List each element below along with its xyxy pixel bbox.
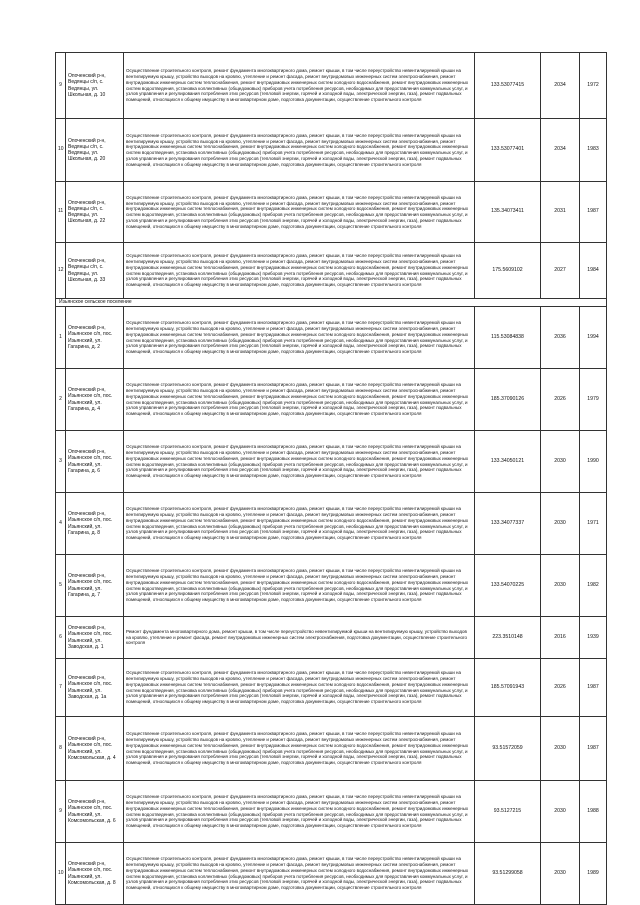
planned-year-cell: 2031 — [541, 182, 580, 243]
row-number: 10 — [56, 843, 66, 905]
row-number: 1 — [56, 307, 66, 369]
works-description-cell: Осуществление строительного контроля, ремонт фундамента многоквартирного дома, ремонт крыши, в том числе переустройство невентилируемой крыши на вентилируемую крышу, устройство выходов на кровлю, утепление и ремонт фасада, ремонт внутридомовых инженерных систем электроснабжения, ремонт внутридомовых инженерных систем теплоснабжения, ремонт внутридомовых инженерных систем холодного водоснабжения, ремонт внутридомовых инженерных систем водоотведения, установка коллективных (общедомовых) приборов учета потребления ресурсов, необходимых для предоставления коммунальных услуг, и узлов управления и регулирования потребления этих ресурсов (тепловой энергии, горячей и холодной воды, электрической энергии, газа), ремонт подвальных помещений, относящихся к общему имуществу в многоквартирном доме, подготовка документации, осуществление строительного контроля — [124, 781, 475, 843]
cost-cell: 135.34073411 — [475, 182, 541, 243]
built-year-cell: 1982 — [580, 555, 607, 617]
planned-year-cell: 2030 — [541, 781, 580, 843]
works-description-cell: Осуществление строительного контроля, ремонт фундамента многоквартирного дома, ремонт крыши, в том числе переустройство невентилируемой крыши на вентилируемую крышу, устройство выходов на кровлю, утепление и ремонт фасада, ремонт внутридомовых инженерных систем электроснабжения, ремонт внутридомовых инженерных систем теплоснабжения, ремонт внутридомовых инженерных систем холодного водоснабжения, ремонт внутридомовых инженерных систем водоотведения, установка коллективных (общедомовых) приборов учета потребления ресурсов, необходимых для предоставления коммунальных услуг, и узлов управления и регулирования потребления этих ресурсов (тепловой энергии, горячей и холодной воды, электрической энергии, газа), ремонт подвальных помещений, относящихся к общему имуществу в многоквартирном доме, подготовка документации, осуществление строительного контроля — [124, 717, 475, 781]
cost-cell: 93.51572059 — [475, 717, 541, 781]
row-number: 9 — [56, 781, 66, 843]
cost-cell: 133.53077401 — [475, 119, 541, 182]
works-description-cell: Осуществление строительного контроля, ремонт фундамента многоквартирного дома, ремонт крыши, в том числе переустройство невентилируемой крыши на вентилируемую крышу, устройство выходов на кровлю, утепление и ремонт фасада, ремонт внутридомовых инженерных систем электроснабжения, ремонт внутридомовых инженерных систем теплоснабжения, ремонт внутридомовых инженерных систем холодного водоснабжения, ремонт внутридомовых инженерных систем водоотведения, установка коллективных (общедомовых) приборов учета потребления ресурсов, необходимых для предоставления коммунальных услуг, и узлов управления и регулирования потребления этих ресурсов (тепловой энергии, горячей и холодной воды, электрической энергии, газа), ремонт подвальных помещений, относящихся к общему имуществу в многоквартирном доме, подготовка документации, осуществление строительного контроля — [124, 431, 475, 493]
row-number: 12 — [56, 243, 66, 299]
built-year-cell: 1987 — [580, 182, 607, 243]
cost-cell: 223.3510148 — [475, 617, 541, 659]
works-description-cell: Осуществление строительного контроля, ремонт фундамента многоквартирного дома, ремонт крыши, в том числе переустройство невентилируемой крыши на вентилируемую крышу, устройство выходов на кровлю, утепление и ремонт фасада, ремонт внутридомовых инженерных систем электроснабжения, ремонт внутридомовых инженерных систем теплоснабжения, ремонт внутридомовых инженерных систем холодного водоснабжения, ремонт внутридомовых инженерных систем водоотведения, установка коллективных (общедомовых) приборов учета потребления ресурсов, необходимых для предоставления коммунальных услуг, и узлов управления и регулирования потребления этих ресурсов (тепловой энергии, горячей и холодной воды, электрической энергии, газа), ремонт подвальных помещений, относящихся к общему имуществу в многоквартирном доме, подготовка документации, осуществление строительного контроля — [124, 555, 475, 617]
row-number: 10 — [56, 119, 66, 182]
works-description-cell: Ремонт фундамента многоквартирного дома, ремонт крыши, в том числе переустройство невентилируемой крыши на вентилируемую крышу, устройство выходов на кровлю, утепление и ремонт фасада, ремонт внутридомовых инженерных систем электроснабжения, подготовка документации, осуществление строительного контроля — [124, 617, 475, 659]
cost-cell: 93.51299058 — [475, 843, 541, 905]
table-row — [56, 431, 607, 493]
table-row — [56, 717, 607, 781]
works-description-cell: Осуществление строительного контроля, ремонт фундамента многоквартирного дома, ремонт крыши, в том числе переустройство невентилируемой крыши на вентилируемую крышу, устройство выходов на кровлю, утепление и ремонт фасада, ремонт внутридомовых инженерных систем электроснабжения, ремонт внутридомовых инженерных систем теплоснабжения, ремонт внутридомовых инженерных систем холодного водоснабжения, ремонт внутридомовых инженерных систем водоотведения, установка коллективных (общедомовых) приборов учета потребления ресурсов, необходимых для предоставления коммунальных услуг, и узлов управления и регулирования потребления этих ресурсов (тепловой энергии, горячей и холодной воды, электрической энергии, газа), ремонт подвальных помещений, относящихся к общему имуществу в многоквартирном доме, подготовка документации, осуществление строительного контроля — [124, 243, 475, 299]
row-number: 9 — [56, 53, 66, 119]
built-year-cell: 1989 — [580, 843, 607, 905]
cost-cell: 133.54070225 — [475, 555, 541, 617]
address-cell: Опоченский р-н, Изьянское с/п, пос. Изьянский, ул. Гагарина, д. 2 — [66, 307, 124, 369]
table-row — [56, 659, 607, 717]
cost-cell: 115.53084838 — [475, 307, 541, 369]
works-description-cell: Осуществление строительного контроля, ремонт фундамента многоквартирного дома, ремонт крыши, в том числе переустройство невентилируемой крыши на вентилируемую крышу, устройство выходов на кровлю, утепление и ремонт фасада, ремонт внутридомовых инженерных систем электроснабжения, ремонт внутридомовых инженерных систем теплоснабжения, ремонт внутридомовых инженерных систем холодного водоснабжения, ремонт внутридомовых инженерных систем водоотведения, установка коллективных (общедомовых) приборов учета потребления ресурсов, необходимых для предоставления коммунальных услуг, и узлов управления и регулирования потребления этих ресурсов (тепловой энергии, горячей и холодной воды, электрической энергии, газа), ремонт подвальных помещений, относящихся к общему имуществу в многоквартирном доме, подготовка документации, осуществление строительного контроля — [124, 493, 475, 555]
table-row — [56, 843, 607, 905]
row-number: 11 — [56, 182, 66, 243]
row-number: 6 — [56, 617, 66, 659]
works-description-cell: Осуществление строительного контроля, ремонт фундамента многоквартирного дома, ремонт крыши, в том числе переустройство невентилируемой крыши на вентилируемую крышу, устройство выходов на кровлю, утепление и ремонт фасада, ремонт внутридомовых инженерных систем электроснабжения, ремонт внутридомовых инженерных систем теплоснабжения, ремонт внутридомовых инженерных систем холодного водоснабжения, ремонт внутридомовых инженерных систем водоотведения, установка коллективных (общедомовых) приборов учета потребления ресурсов, необходимых для предоставления коммунальных услуг, и узлов управления и регулирования потребления этих ресурсов (тепловой энергии, горячей и холодной воды, электрической энергии, газа), ремонт подвальных помещений, относящихся к общему имуществу в многоквартирном доме, подготовка документации, осуществление строительного контроля — [124, 182, 475, 243]
planned-year-cell: 2034 — [541, 53, 580, 119]
planned-year-cell: 2016 — [541, 617, 580, 659]
works-description-cell: Осуществление строительного контроля, ремонт фундамента многоквартирного дома, ремонт крыши, в том числе переустройство невентилируемой крыши на вентилируемую крышу, устройство выходов на кровлю, утепление и ремонт фасада, ремонт внутридомовых инженерных систем электроснабжения, ремонт внутридомовых инженерных систем теплоснабжения, ремонт внутридомовых инженерных систем холодного водоснабжения, ремонт внутридомовых инженерных систем водоотведения, установка коллективных (общедомовых) приборов учета потребления ресурсов, необходимых для предоставления коммунальных услуг, и узлов управления и регулирования потребления этих ресурсов (тепловой энергии, горячей и холодной воды, электрической энергии, газа), ремонт подвальных помещений, относящихся к общему имуществу в многоквартирном доме, подготовка документации, осуществление строительного контроля — [124, 659, 475, 717]
cost-cell: 175.5609102 — [475, 243, 541, 299]
section-header-row — [56, 299, 607, 307]
built-year-cell: 1971 — [580, 493, 607, 555]
address-cell: Опоченский р-н, Ведянцы с/п, с. Ведянцы, ул. Школьная, д. 20 — [66, 119, 124, 182]
table-row — [56, 119, 607, 182]
built-year-cell: 1984 — [580, 243, 607, 299]
built-year-cell: 1990 — [580, 431, 607, 493]
table-row — [56, 182, 607, 243]
cost-cell: 185.57091943 — [475, 659, 541, 717]
planned-year-cell: 2030 — [541, 843, 580, 905]
table-row — [56, 53, 607, 119]
address-cell: Опоченский р-н, Ведянцы с/п, с. Ведянцы, ул. Школьная, д. 33 — [66, 243, 124, 299]
works-description-cell: Осуществление строительного контроля, ремонт фундамента многоквартирного дома, ремонт крыши, в том числе переустройство невентилируемой крыши на вентилируемую крышу, устройство выходов на кровлю, утепление и ремонт фасада, ремонт внутридомовых инженерных систем электроснабжения, ремонт внутридомовых инженерных систем теплоснабжения, ремонт внутридомовых инженерных систем холодного водоснабжения, ремонт внутридомовых инженерных систем водоотведения, установка коллективных (общедомовых) приборов учета потребления ресурсов, необходимых для предоставления коммунальных услуг, и узлов управления и регулирования потребления этих ресурсов (тепловой энергии, горячей и холодной воды, электрической энергии, газа), ремонт подвальных помещений, относящихся к общему имуществу в многоквартирном доме, подготовка документации, осуществление строительного контроля — [124, 369, 475, 431]
address-cell: Опоченский р-н, Изьянское с/п, пос. Изьянский, ул. Гагарина, д. 4 — [66, 369, 124, 431]
cost-cell: 133.34077337 — [475, 493, 541, 555]
address-cell: Опоченский р-н, Изьянское с/п, пос. Изьянский, ул. Заводская, д. 1а — [66, 659, 124, 717]
works-description-cell: Осуществление строительного контроля, ремонт фундамента многоквартирного дома, ремонт крыши, в том числе переустройство невентилируемой крыши на вентилируемую крышу, устройство выходов на кровлю, утепление и ремонт фасада, ремонт внутридомовых инженерных систем электроснабжения, ремонт внутридомовых инженерных систем теплоснабжения, ремонт внутридомовых инженерных систем холодного водоснабжения, ремонт внутридомовых инженерных систем водоотведения, установка коллективных (общедомовых) приборов учета потребления ресурсов, необходимых для предоставления коммунальных услуг, и узлов управления и регулирования потребления этих ресурсов (тепловой энергии, горячей и холодной воды, электрической энергии, газа), ремонт подвальных помещений, относящихся к общему имуществу в многоквартирном доме, подготовка документации, осуществление строительного контроля — [124, 119, 475, 182]
address-cell: Опоченский р-н, Изьянское с/п, пос. Изьянский, ул. Комсомольская, д. 6 — [66, 781, 124, 843]
row-number: 2 — [56, 369, 66, 431]
cost-cell: 133.34050121 — [475, 431, 541, 493]
planned-year-cell: 2030 — [541, 717, 580, 781]
table-row — [56, 617, 607, 659]
built-year-cell: 1994 — [580, 307, 607, 369]
cost-cell: 133.53077415 — [475, 53, 541, 119]
document-page — [55, 52, 606, 905]
built-year-cell: 1988 — [580, 781, 607, 843]
table-row — [56, 555, 607, 617]
row-number: 7 — [56, 659, 66, 717]
section-title: Изьянское сельское поселение — [56, 299, 607, 307]
cost-cell: 185.37090126 — [475, 369, 541, 431]
planned-year-cell: 2036 — [541, 307, 580, 369]
table-row — [56, 307, 607, 369]
built-year-cell: 1983 — [580, 119, 607, 182]
address-cell: Опоченский р-н, Изьянское с/п, пос. Изьянский, ул. Гагарина, д. 8 — [66, 493, 124, 555]
row-number: 5 — [56, 555, 66, 617]
built-year-cell: 1979 — [580, 369, 607, 431]
table-row — [56, 243, 607, 299]
planned-year-cell: 2027 — [541, 243, 580, 299]
built-year-cell: 1987 — [580, 659, 607, 717]
built-year-cell: 1939 — [580, 617, 607, 659]
works-description-cell: Осуществление строительного контроля, ремонт фундамента многоквартирного дома, ремонт крыши, в том числе переустройство невентилируемой крыши на вентилируемую крышу, устройство выходов на кровлю, утепление и ремонт фасада, ремонт внутридомовых инженерных систем электроснабжения, ремонт внутридомовых инженерных систем теплоснабжения, ремонт внутридомовых инженерных систем холодного водоснабжения, ремонт внутридомовых инженерных систем водоотведения, установка коллективных (общедомовых) приборов учета потребления ресурсов, необходимых для предоставления коммунальных услуг, и узлов управления и регулирования потребления этих ресурсов (тепловой энергии, горячей и холодной воды, электрической энергии, газа), ремонт подвальных помещений, относящихся к общему имуществу в многоквартирном доме, подготовка документации, осуществление строительного контроля — [124, 843, 475, 905]
row-number: 4 — [56, 493, 66, 555]
built-year-cell: 1972 — [580, 53, 607, 119]
planned-year-cell: 2034 — [541, 119, 580, 182]
address-cell: Опоченский р-н, Изьянское с/п, пос. Изьянский, ул. Комсомольская, д. 8 — [66, 843, 124, 905]
repair-program-table — [55, 52, 607, 905]
row-number: 8 — [56, 717, 66, 781]
table-row — [56, 369, 607, 431]
address-cell: Опоченский р-н, Ведянцы с/п, с. Ведянцы, ул. Школьная, д. 10 — [66, 53, 124, 119]
address-cell: Опоченский р-н, Ведянцы с/п, с. Ведянцы, ул. Школьная, д. 22 — [66, 182, 124, 243]
address-cell: Опоченский р-н, Изьянское с/п, пос. Изьянский, ул. Комсомольская, д. 4 — [66, 717, 124, 781]
cost-cell: 93.5127215 — [475, 781, 541, 843]
built-year-cell: 1987 — [580, 717, 607, 781]
table-row — [56, 493, 607, 555]
planned-year-cell: 2026 — [541, 369, 580, 431]
table-row — [56, 781, 607, 843]
works-description-cell: Осуществление строительного контроля, ремонт фундамента многоквартирного дома, ремонт крыши, в том числе переустройство невентилируемой крыши на вентилируемую крышу, устройство выходов на кровлю, утепление и ремонт фасада, ремонт внутридомовых инженерных систем электроснабжения, ремонт внутридомовых инженерных систем теплоснабжения, ремонт внутридомовых инженерных систем холодного водоснабжения, ремонт внутридомовых инженерных систем водоотведения, установка коллективных (общедомовых) приборов учета потребления ресурсов, необходимых для предоставления коммунальных услуг, и узлов управления и регулирования потребления этих ресурсов (тепловой энергии, горячей и холодной воды, электрической энергии, газа), ремонт подвальных помещений, относящихся к общему имуществу в многоквартирном доме, подготовка документации, осуществление строительного контроля — [124, 307, 475, 369]
address-cell: Опоченский р-н, Изьянское с/п, пос. Изьянский, ул. Гагарина, д. 6 — [66, 431, 124, 493]
works-description-cell: Осуществление строительного контроля, ремонт фундамента многоквартирного дома, ремонт крыши, в том числе переустройство невентилируемой крыши на вентилируемую крышу, устройство выходов на кровлю, утепление и ремонт фасада, ремонт внутридомовых инженерных систем электроснабжения, ремонт внутридомовых инженерных систем теплоснабжения, ремонт внутридомовых инженерных систем холодного водоснабжения, ремонт внутридомовых инженерных систем водоотведения, установка коллективных (общедомовых) приборов учета потребления ресурсов, необходимых для предоставления коммунальных услуг, и узлов управления и регулирования потребления этих ресурсов (тепловой энергии, горячей и холодной воды, электрической энергии, газа), ремонт подвальных помещений, относящихся к общему имуществу в многоквартирном доме, подготовка документации, осуществление строительного контроля — [124, 53, 475, 119]
planned-year-cell: 2030 — [541, 555, 580, 617]
planned-year-cell: 2030 — [541, 493, 580, 555]
planned-year-cell: 2030 — [541, 431, 580, 493]
address-cell: Опоченский р-н, Изьянское с/п, пос. Изьянский, ул. Заводская, д. 1 — [66, 617, 124, 659]
address-cell: Опоченский р-н, Изьянское с/п, пос. Изьянский, ул. Гагарина, д. 7 — [66, 555, 124, 617]
planned-year-cell: 2026 — [541, 659, 580, 717]
table-body — [56, 53, 607, 905]
row-number: 3 — [56, 431, 66, 493]
